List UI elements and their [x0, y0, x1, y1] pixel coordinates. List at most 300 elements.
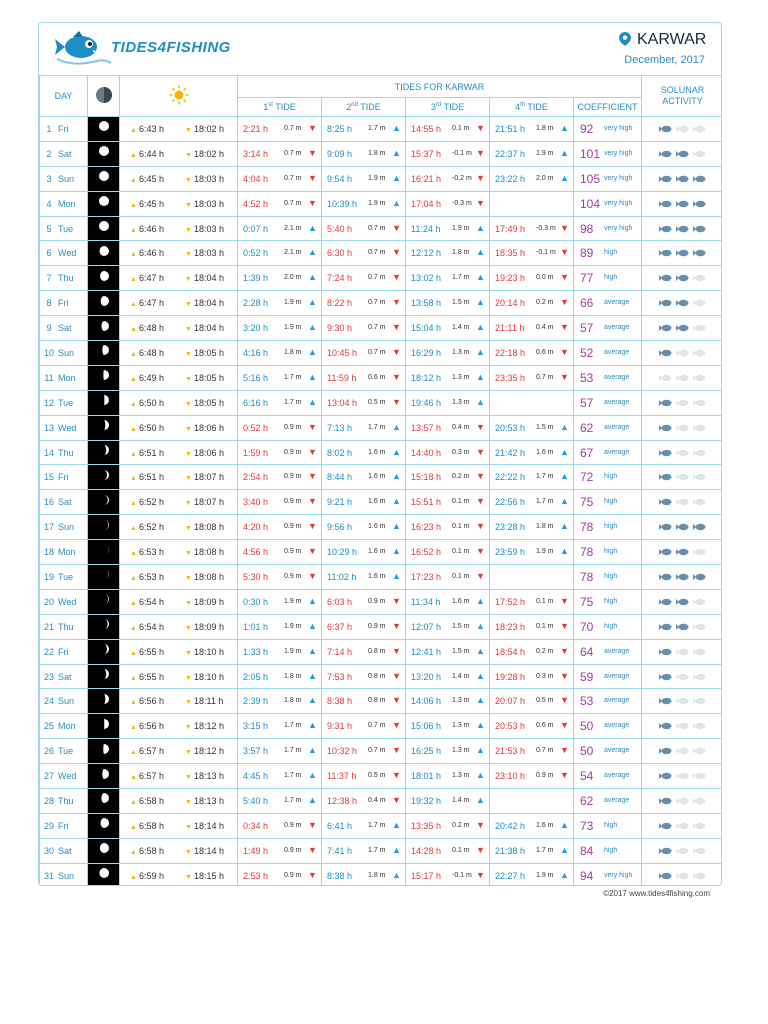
fish-icon [674, 424, 691, 432]
day-cell [40, 739, 88, 764]
sunrise-time: 6:58 h [139, 845, 165, 856]
moon-phase-icon [97, 867, 111, 884]
sunrise-icon: ▲ [130, 798, 137, 806]
high-tide-arrow-icon: ▲ [560, 172, 569, 183]
sun-times-cell [120, 216, 238, 241]
sun-times-cell [120, 863, 238, 886]
solunar-activity-cell [642, 390, 722, 415]
tide-cell [490, 291, 574, 316]
solunar-activity-cell [642, 739, 722, 764]
low-tide-arrow-icon: ▼ [308, 546, 317, 557]
fish-icon [674, 349, 691, 357]
coefficient-cell [574, 689, 642, 714]
sunrise-icon: ▲ [130, 649, 137, 657]
tide-cell [406, 440, 490, 465]
sunrise-icon: ▲ [130, 724, 137, 732]
tide-time: 13:04 h [327, 397, 358, 408]
sunset-icon: ▼ [185, 873, 192, 881]
tide-height: 1.9 m [368, 174, 386, 182]
fish-icon [657, 872, 674, 880]
table-row [40, 141, 723, 166]
coefficient-value: 75 [580, 495, 594, 510]
low-tide-arrow-icon: ▼ [308, 521, 317, 532]
moon-phase-cell [88, 714, 120, 739]
coefficient-cell [574, 540, 642, 565]
tide-height: 1.7 m [284, 797, 302, 805]
day-number: 19 [43, 571, 54, 582]
high-tide-arrow-icon: ▲ [392, 421, 401, 432]
high-tide-arrow-icon: ▲ [476, 222, 485, 233]
sun-times-cell [120, 465, 238, 490]
tide-height: 0.1 m [452, 548, 470, 556]
fish-icon [657, 847, 674, 855]
tide-height: 1.7 m [368, 846, 386, 854]
sunset-icon: ▼ [185, 550, 192, 558]
tide-time: 2:21 h [243, 124, 269, 134]
day-number: 28 [43, 795, 54, 806]
brand-logo[interactable] [53, 29, 253, 69]
sun-header [120, 76, 238, 117]
day-cell [40, 141, 88, 166]
tide-time: 9:30 h [327, 323, 353, 334]
tide-height: 0.2 m [536, 299, 554, 307]
low-tide-arrow-icon: ▼ [308, 197, 317, 208]
tide-time: 8:44 h [327, 472, 353, 483]
sunset-icon: ▼ [185, 774, 192, 782]
sunrise-icon: ▲ [130, 500, 137, 508]
tide-cell [322, 614, 406, 639]
tide-cell [490, 813, 574, 838]
tide-time: 21:38 h [495, 845, 526, 856]
high-tide-arrow-icon: ▲ [560, 421, 569, 432]
coefficient-cell [574, 614, 642, 639]
coefficient-cell [574, 365, 642, 390]
tide-height: 0.9 m [284, 423, 302, 431]
tide-time: 2:28 h [243, 298, 269, 309]
tide-cell [406, 191, 490, 216]
tide-time: 16:25 h [411, 746, 442, 757]
tide-cell [322, 291, 406, 316]
coefficient-label: average [604, 697, 630, 705]
high-tide-arrow-icon: ▲ [308, 770, 317, 781]
tide-height: 1.3 m [452, 373, 470, 381]
fish-icon [691, 847, 708, 855]
low-tide-arrow-icon: ▼ [308, 446, 317, 457]
moon-phase-cell [88, 316, 120, 341]
day-cell [40, 117, 88, 142]
tide-height: 1.4 m [452, 672, 470, 680]
day-number: 31 [43, 870, 54, 881]
tide-cell [406, 415, 490, 440]
fish-icon [657, 797, 674, 805]
sunrise-icon: ▲ [130, 201, 137, 209]
low-tide-arrow-icon: ▼ [476, 172, 485, 183]
tide-cell [322, 266, 406, 291]
tide-cell [490, 341, 574, 366]
tide-cell [406, 789, 490, 814]
moon-phase-icon [97, 170, 111, 187]
sunrise-time: 6:58 h [139, 820, 165, 831]
weekday: Sat [58, 845, 72, 856]
sunrise-icon: ▲ [130, 848, 137, 856]
low-tide-arrow-icon: ▼ [392, 371, 401, 382]
coefficient-cell [574, 465, 642, 490]
tide-height: 0.8 m [368, 647, 386, 655]
coefficient-label: average [604, 423, 630, 431]
coefficient-label: average [604, 722, 630, 730]
tide-time: 23:28 h [495, 522, 526, 533]
tide-time: 17:49 h [495, 223, 526, 234]
solunar-activity-cell [642, 540, 722, 565]
moon-phase-icon [97, 743, 111, 760]
sun-times-cell [120, 664, 238, 689]
coefficient-label: very high [604, 871, 633, 879]
high-tide-arrow-icon: ▲ [476, 770, 485, 781]
solunar-activity-cell [642, 216, 722, 241]
sunset-time: 18:03 h [194, 248, 225, 259]
fish-icon [674, 125, 691, 133]
sunset-time: 18:07 h [194, 497, 225, 508]
tide-rows [40, 117, 723, 887]
sunrise-icon: ▲ [130, 350, 137, 358]
moon-phase-icon [95, 86, 113, 104]
tide-height: 1.6 m [368, 498, 386, 506]
sun-times-cell [120, 490, 238, 515]
tide-cell [322, 789, 406, 814]
tide-cell [490, 515, 574, 540]
moon-phase-cell [88, 515, 120, 540]
day-number: 17 [43, 522, 54, 533]
tide-height: 1.4 m [452, 797, 470, 805]
sunrise-icon: ▲ [130, 749, 137, 757]
sun-icon [169, 85, 189, 105]
fish-icon [674, 374, 691, 382]
fish-icon [674, 747, 691, 755]
tide-cell [406, 365, 490, 390]
coefficient-cell [574, 415, 642, 440]
fish-icon [691, 573, 708, 581]
day-cell [40, 191, 88, 216]
tide-height: 1.6 m [368, 573, 386, 581]
coefficient-value: 50 [580, 719, 594, 734]
solunar-activity-cell [642, 789, 722, 814]
tide-time: 8:22 h [327, 298, 353, 309]
fish-icon [657, 498, 674, 506]
sunset-time: 18:02 h [194, 123, 225, 134]
high-tide-arrow-icon: ▲ [308, 645, 317, 656]
moon-phase-cell [88, 291, 120, 316]
tide-cell [238, 813, 322, 838]
fish-icon [674, 449, 691, 457]
tide-time: 14:55 h [411, 124, 442, 134]
tide-time: 9:21 h [327, 497, 353, 508]
high-tide-arrow-icon: ▲ [476, 745, 485, 756]
tide-cell [322, 764, 406, 789]
coefficient-cell [574, 714, 642, 739]
coefficient-label: average [604, 747, 630, 755]
tide-time: 22:56 h [495, 497, 526, 508]
high-tide-arrow-icon: ▲ [560, 496, 569, 507]
tide-height: -0.2 m [452, 174, 472, 182]
high-tide-arrow-icon: ▲ [560, 844, 569, 855]
low-tide-arrow-icon: ▼ [308, 844, 317, 855]
sunrise-time: 6:56 h [139, 721, 165, 732]
moon-phase-icon [97, 593, 111, 610]
solunar-activity-cell [642, 141, 722, 166]
coefficient-label: high [604, 523, 618, 531]
fish-icon [674, 324, 691, 332]
sunrise-icon: ▲ [130, 574, 137, 582]
solunar-activity-cell [642, 316, 722, 341]
tide-cell [238, 316, 322, 341]
day-cell [40, 789, 88, 814]
coefficient-cell [574, 863, 642, 886]
fish-icon [691, 225, 708, 233]
moon-phase-icon [97, 145, 111, 162]
fish-icon [674, 523, 691, 531]
sunset-time: 18:06 h [194, 447, 225, 458]
tide-time: 11:24 h [411, 223, 441, 234]
table-row [40, 241, 723, 266]
coefficient-cell [574, 789, 642, 814]
sunset-icon: ▼ [185, 226, 192, 234]
sunset-time: 18:08 h [194, 571, 225, 582]
tide-cell [490, 639, 574, 664]
table-row [40, 490, 723, 515]
tide-cell [406, 614, 490, 639]
fish-icon [657, 200, 674, 208]
tide-height: 1.7 m [536, 473, 554, 481]
tide-time: 4:56 h [243, 547, 269, 558]
tide-cell [322, 141, 406, 166]
sunrise-time: 6:45 h [139, 198, 165, 209]
moon-phase-cell [88, 465, 120, 490]
sunrise-time: 6:47 h [139, 273, 165, 284]
tide-time: 18:23 h [495, 621, 526, 632]
high-tide-arrow-icon: ▲ [476, 695, 485, 706]
tide-time: 12:41 h [411, 646, 442, 657]
moon-header [88, 76, 120, 117]
tide-cell [406, 316, 490, 341]
tide-cell [322, 515, 406, 540]
tide-height: 1.7 m [284, 373, 302, 381]
tide-height: 1.9 m [284, 597, 302, 605]
tide-cell [406, 117, 490, 142]
sun-times-cell [120, 415, 238, 440]
fish-icon [674, 573, 691, 581]
tide-time: 9:54 h [327, 173, 353, 184]
high-tide-arrow-icon: ▲ [476, 645, 485, 656]
tide-height: 1.7 m [368, 821, 386, 829]
tide-cell [238, 614, 322, 639]
tide-time: 2:39 h [243, 696, 269, 707]
tide-time: 13:20 h [411, 671, 442, 682]
sunset-icon: ▼ [185, 475, 192, 483]
moon-phase-icon [97, 120, 111, 137]
tide-time: 3:15 h [243, 721, 269, 732]
tide-height: 1.8 m [284, 672, 302, 680]
sunrise-time: 6:58 h [139, 795, 165, 806]
sunrise-icon: ▲ [130, 425, 137, 433]
tide-height: 0.6 m [368, 373, 386, 381]
tide4-header: 4th TIDE [490, 98, 574, 117]
tide-time: 7:24 h [327, 273, 353, 284]
tide-cell [238, 341, 322, 366]
tide-time: 19:46 h [411, 397, 442, 408]
sun-times-cell [120, 614, 238, 639]
solunar-activity-cell [642, 341, 722, 366]
fish-icon [691, 872, 708, 880]
fish-icon [657, 648, 674, 656]
sun-times-cell [120, 166, 238, 191]
tide-time: 9:56 h [327, 522, 353, 533]
sunset-icon: ▼ [185, 126, 192, 134]
tide-cell [406, 266, 490, 291]
weekday: Tue [58, 397, 74, 408]
tide-time: 6:16 h [243, 397, 269, 408]
day-cell [40, 365, 88, 390]
tide-time: 2:05 h [243, 671, 269, 682]
high-tide-arrow-icon: ▲ [308, 347, 317, 358]
day-cell [40, 838, 88, 863]
tide-height: 1.6 m [368, 548, 386, 556]
coefficient-value: 72 [580, 470, 594, 485]
fish-logo-icon [53, 29, 113, 69]
coefficient-label: average [604, 797, 630, 805]
high-tide-arrow-icon: ▲ [476, 297, 485, 308]
tide-time: 15:17 h [411, 870, 442, 881]
coefficient-label: average [604, 373, 630, 381]
sun-times-cell [120, 714, 238, 739]
sunset-icon: ▼ [185, 500, 192, 508]
fish-icon [657, 349, 674, 357]
day-number: 12 [43, 397, 54, 408]
fish-icon [657, 722, 674, 730]
fish-icon [657, 573, 674, 581]
weekday: Thu [58, 273, 74, 284]
table-row [40, 117, 723, 142]
low-tide-arrow-icon: ▼ [392, 595, 401, 606]
sunset-icon: ▼ [185, 400, 192, 408]
high-tide-arrow-icon: ▲ [308, 595, 317, 606]
sunrise-icon: ▲ [130, 624, 137, 632]
coefficient-value: 104 [580, 196, 601, 211]
tide-height: 1.7 m [452, 274, 470, 282]
coefficient-value: 92 [580, 122, 594, 136]
tide-time: 23:10 h [495, 771, 526, 782]
coefficient-value: 78 [580, 545, 594, 560]
tide-height: 0.8 m [368, 697, 386, 705]
sunrise-time: 6:54 h [139, 621, 165, 632]
coefficient-value: 73 [580, 818, 594, 833]
tide-time: 20:53 h [495, 721, 526, 732]
fish-icon [691, 349, 708, 357]
fish-icon [657, 673, 674, 681]
high-tide-arrow-icon: ▲ [476, 795, 485, 806]
coefficient-value: 77 [580, 271, 594, 286]
location-name: KARWAR [637, 31, 707, 48]
low-tide-arrow-icon: ▼ [476, 546, 485, 557]
table-row [40, 739, 723, 764]
fish-icon [691, 324, 708, 332]
sunrise-icon: ▲ [130, 674, 137, 682]
tide-cell [490, 664, 574, 689]
tide-time: 5:40 h [327, 223, 353, 234]
sunset-time: 18:03 h [194, 223, 225, 234]
day-number: 5 [46, 223, 52, 234]
sun-times-cell [120, 266, 238, 291]
table-row [40, 764, 723, 789]
fish-icon [657, 125, 674, 133]
sunset-icon: ▼ [185, 749, 192, 757]
tide-height: 1.8 m [284, 697, 302, 705]
tide-height: 1.9 m [284, 647, 302, 655]
tide-time: 22:22 h [495, 472, 526, 483]
tide-time: 17:23 h [411, 572, 442, 583]
table-row [40, 540, 723, 565]
sun-times-cell [120, 515, 238, 540]
fish-icon [657, 747, 674, 755]
tide-height: 1.9 m [452, 224, 470, 232]
moon-phase-cell [88, 589, 120, 614]
day-cell [40, 241, 88, 266]
fish-icon [691, 150, 708, 158]
sunrise-time: 6:47 h [139, 298, 165, 309]
moon-phase-cell [88, 117, 120, 142]
sun-times-cell [120, 764, 238, 789]
sunrise-time: 6:52 h [139, 497, 165, 508]
sunset-time: 18:02 h [194, 148, 225, 159]
tide-height: 0.9 m [284, 523, 302, 531]
table-row [40, 838, 723, 863]
tide-time: 9:31 h [327, 721, 353, 732]
low-tide-arrow-icon: ▼ [476, 869, 485, 880]
fish-icon [674, 299, 691, 307]
day-cell [40, 565, 88, 590]
day-cell [40, 714, 88, 739]
solunar-activity-cell [642, 490, 722, 515]
tide-cell [406, 739, 490, 764]
tide-cell [490, 714, 574, 739]
high-tide-arrow-icon: ▲ [560, 123, 569, 133]
fish-icon [674, 225, 691, 233]
day-number: 13 [43, 422, 54, 433]
tide-time: 20:14 h [495, 298, 526, 309]
coefficient-value: 84 [580, 843, 594, 858]
high-tide-arrow-icon: ▲ [560, 471, 569, 482]
tide-height: 0.5 m [368, 772, 386, 780]
tide-cell [490, 266, 574, 291]
solunar-activity-cell [642, 415, 722, 440]
high-tide-arrow-icon: ▲ [308, 720, 317, 731]
tide-time: 6:41 h [327, 820, 353, 831]
fish-icon [657, 772, 674, 780]
tide-height: 0.7 m [368, 349, 386, 357]
solunar-activity-cell [642, 291, 722, 316]
tide-time: 8:38 h [327, 696, 353, 707]
coefficient-label: average [604, 299, 630, 307]
low-tide-arrow-icon: ▼ [392, 645, 401, 656]
sunset-icon: ▼ [185, 848, 192, 856]
sunset-icon: ▼ [185, 151, 192, 159]
tides-for-header: TIDES FOR KARWAR [238, 76, 642, 98]
fish-icon [674, 548, 691, 556]
sunset-icon: ▼ [185, 375, 192, 383]
tide-time: 13:02 h [411, 273, 442, 284]
high-tide-arrow-icon: ▲ [308, 272, 317, 283]
tide-height: 1.3 m [452, 772, 470, 780]
fish-icon [657, 399, 674, 407]
